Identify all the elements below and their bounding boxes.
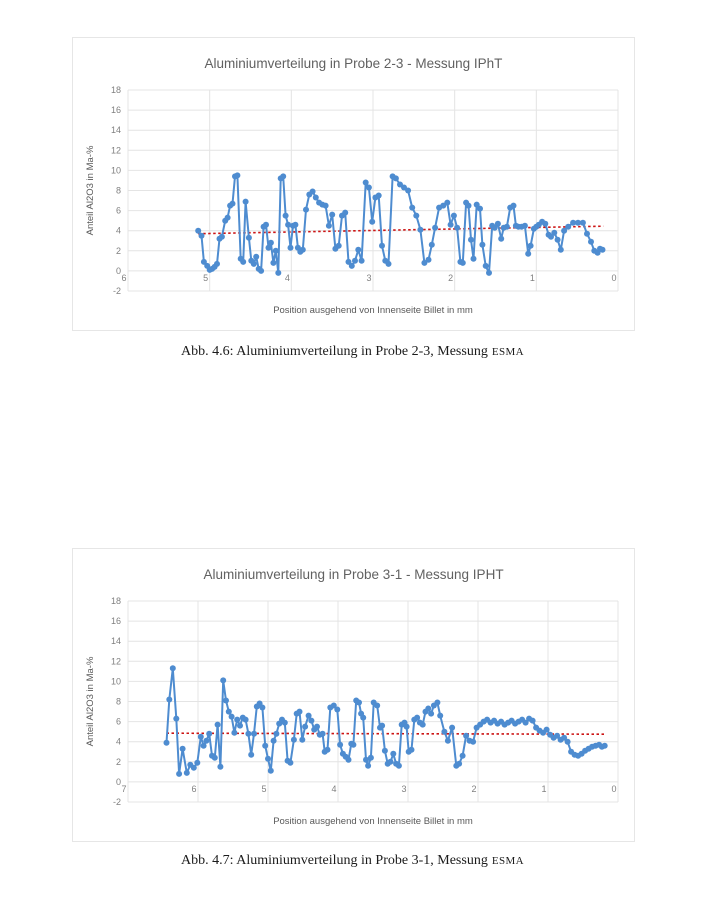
svg-text:3: 3 (401, 783, 407, 794)
caption-smallcaps-esma: ESMA (491, 346, 524, 358)
svg-text:5: 5 (203, 272, 209, 283)
svg-text:2: 2 (115, 756, 121, 767)
svg-text:-2: -2 (112, 797, 121, 807)
svg-text:4: 4 (115, 225, 121, 236)
svg-text:0: 0 (611, 272, 617, 283)
svg-text:16: 16 (110, 105, 121, 116)
svg-text:1: 1 (529, 272, 535, 283)
svg-text:6: 6 (121, 272, 127, 283)
svg-text:Position ausgehend von Innense: Position ausgehend von Innenseite Billet in mm (273, 305, 473, 316)
svg-text:Aluminiumverteilung in Probe 3: Aluminiumverteilung in Probe 3-1 - Messung IPHT (203, 567, 504, 582)
svg-text:Position ausgehend von Innense: Position ausgehend von Innenseite Billet in mm (273, 816, 473, 827)
svg-text:5: 5 (261, 783, 267, 794)
svg-text:4: 4 (284, 272, 290, 283)
svg-text:18: 18 (110, 596, 121, 606)
svg-text:8: 8 (115, 696, 121, 707)
svg-text:4: 4 (331, 783, 337, 794)
figure-box-probe-2-3 (72, 37, 635, 331)
svg-text:Aluminiumverteilung in Probe 2: Aluminiumverteilung in Probe 2-3 - Messung IPhT (204, 56, 503, 71)
svg-text:12: 12 (110, 656, 121, 667)
caption-text: Abb. 4.6: Aluminiumverteilung in Probe 2-3, Messung (181, 344, 488, 359)
caption-text: Abb. 4.7: Aluminiumverteilung in Probe 3-1, Messung (181, 853, 488, 868)
svg-text:-2: -2 (112, 286, 121, 296)
svg-text:2: 2 (471, 783, 477, 794)
svg-text:0: 0 (611, 783, 617, 794)
svg-text:6: 6 (115, 716, 121, 727)
figure-box-probe-3-1 (72, 548, 635, 842)
svg-text:7: 7 (121, 783, 127, 794)
svg-text:6: 6 (115, 205, 121, 216)
svg-text:16: 16 (110, 616, 121, 627)
svg-text:2: 2 (115, 245, 121, 256)
svg-text:0: 0 (115, 265, 121, 276)
svg-text:2: 2 (448, 272, 454, 283)
svg-text:8: 8 (115, 185, 121, 196)
svg-text:1: 1 (541, 783, 547, 794)
svg-text:10: 10 (110, 676, 121, 687)
chart-probe-3-1 (73, 549, 634, 841)
svg-text:Anteil Al2O3 in Ma-%: Anteil Al2O3 in Ma-% (85, 145, 96, 236)
svg-text:18: 18 (110, 85, 121, 95)
figure-caption-abb-4-6 (72, 344, 633, 360)
svg-text:6: 6 (191, 783, 197, 794)
svg-text:Anteil Al2O3 in Ma-%: Anteil Al2O3 in Ma-% (85, 656, 96, 747)
chart-probe-2-3 (73, 38, 634, 330)
svg-text:10: 10 (110, 165, 121, 176)
svg-text:14: 14 (110, 636, 121, 647)
svg-text:0: 0 (115, 776, 121, 787)
figure-caption-abb-4-7 (72, 853, 633, 869)
caption-smallcaps-esma: ESMA (491, 855, 524, 867)
svg-text:3: 3 (366, 272, 372, 283)
svg-text:4: 4 (115, 736, 121, 747)
svg-text:14: 14 (110, 125, 121, 136)
svg-text:12: 12 (110, 145, 121, 156)
